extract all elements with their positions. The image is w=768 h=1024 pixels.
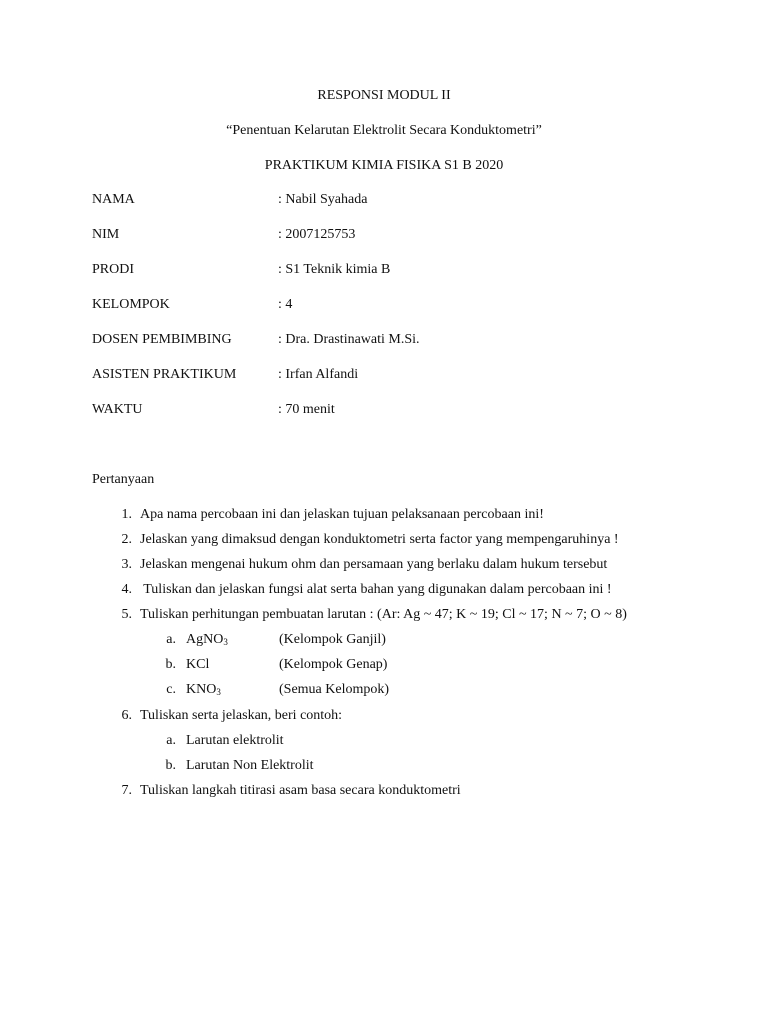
info-label: PRODI bbox=[92, 262, 135, 277]
info-label: DOSEN PEMBIMBING bbox=[92, 332, 232, 347]
info-value: : 4 bbox=[278, 297, 293, 312]
sub-item-text: Larutan Non Elektrolit bbox=[186, 758, 314, 773]
document-title: RESPONSI MODUL II bbox=[317, 88, 451, 103]
question-number: 2. bbox=[121, 532, 132, 547]
sub-item-letter: b. bbox=[165, 758, 176, 773]
chemical-formula: KCl bbox=[186, 657, 210, 672]
info-value: : 70 menit bbox=[278, 402, 335, 417]
info-row-prodi bbox=[92, 262, 652, 282]
group-note: (Kelompok Ganjil) bbox=[279, 632, 386, 647]
sub-item-letter: b. bbox=[165, 657, 176, 672]
info-label: WAKTU bbox=[92, 402, 143, 417]
chemical-formula: AgNO$_3$ bbox=[186, 632, 228, 647]
info-row-kelompok bbox=[92, 297, 652, 317]
group-note: (Semua Kelompok) bbox=[279, 682, 390, 697]
info-label: ASISTEN PRAKTIKUM bbox=[92, 367, 237, 382]
info-row-waktu bbox=[92, 402, 652, 422]
info-value: : S1 Teknik kimia B bbox=[278, 262, 391, 277]
info-label: NAMA bbox=[92, 192, 135, 207]
question-number: 1. bbox=[121, 507, 132, 522]
info-row-nim bbox=[92, 227, 652, 247]
sub-item-letter: a. bbox=[166, 733, 176, 748]
sub-item-text: Larutan elektrolit bbox=[186, 733, 284, 748]
sub-item-letter: c. bbox=[166, 682, 176, 697]
question-text: Tuliskan langkah titirasi asam basa secara konduktometri bbox=[140, 783, 461, 798]
info-label: NIM bbox=[92, 227, 120, 242]
question-number: 4. bbox=[121, 582, 132, 597]
info-row-asisten bbox=[92, 367, 652, 387]
info-row-dosen bbox=[92, 332, 652, 352]
questions-heading: Pertanyaan bbox=[92, 472, 155, 487]
question-number: 3. bbox=[121, 557, 132, 572]
group-note: (Kelompok Genap) bbox=[279, 657, 388, 672]
sub-item-letter: a. bbox=[166, 632, 176, 647]
question-text: Tuliskan serta jelaskan, beri contoh: bbox=[140, 708, 343, 723]
info-label: KELOMPOK bbox=[92, 297, 170, 312]
info-value: : Dra. Drastinawati M.Si. bbox=[278, 332, 420, 347]
question-number: 6. bbox=[121, 708, 132, 723]
info-value: : Irfan Alfandi bbox=[278, 367, 359, 382]
question-text: Tuliskan dan jelaskan fungsi alat serta bahan yang digunakan dalam percobaan ini ! bbox=[140, 582, 612, 597]
question-text: Jelaskan mengenai hukum ohm dan persamaan yang berlaku dalam hukum tersebut bbox=[140, 557, 608, 572]
info-row-nama bbox=[92, 192, 652, 212]
document-subtitle: “Penentuan Kelarutan Elektrolit Secara Konduktometri” bbox=[226, 123, 542, 138]
info-value: : Nabil Syahada bbox=[278, 192, 368, 207]
question-number: 5. bbox=[121, 607, 132, 622]
info-value: : 2007125753 bbox=[278, 227, 356, 242]
question-number: 7. bbox=[121, 783, 132, 798]
chemical-formula: $KNO_3$ bbox=[186, 682, 221, 697]
question-text: Tuliskan perhitungan pembuatan larutan : (Ar: Ag ~ 47; K ~ 19; Cl ~ 17; N ~ 7; O ~ 8) bbox=[140, 607, 627, 622]
question-text: Apa nama percobaan ini dan jelaskan tujuan pelaksanaan percobaan ini! bbox=[140, 507, 544, 522]
course-name: PRAKTIKUM KIMIA FISIKA S1 B 2020 bbox=[264, 158, 504, 173]
question-text: Jelaskan yang dimaksud dengan konduktometri serta factor yang mempengaruhinya ! bbox=[140, 532, 619, 547]
